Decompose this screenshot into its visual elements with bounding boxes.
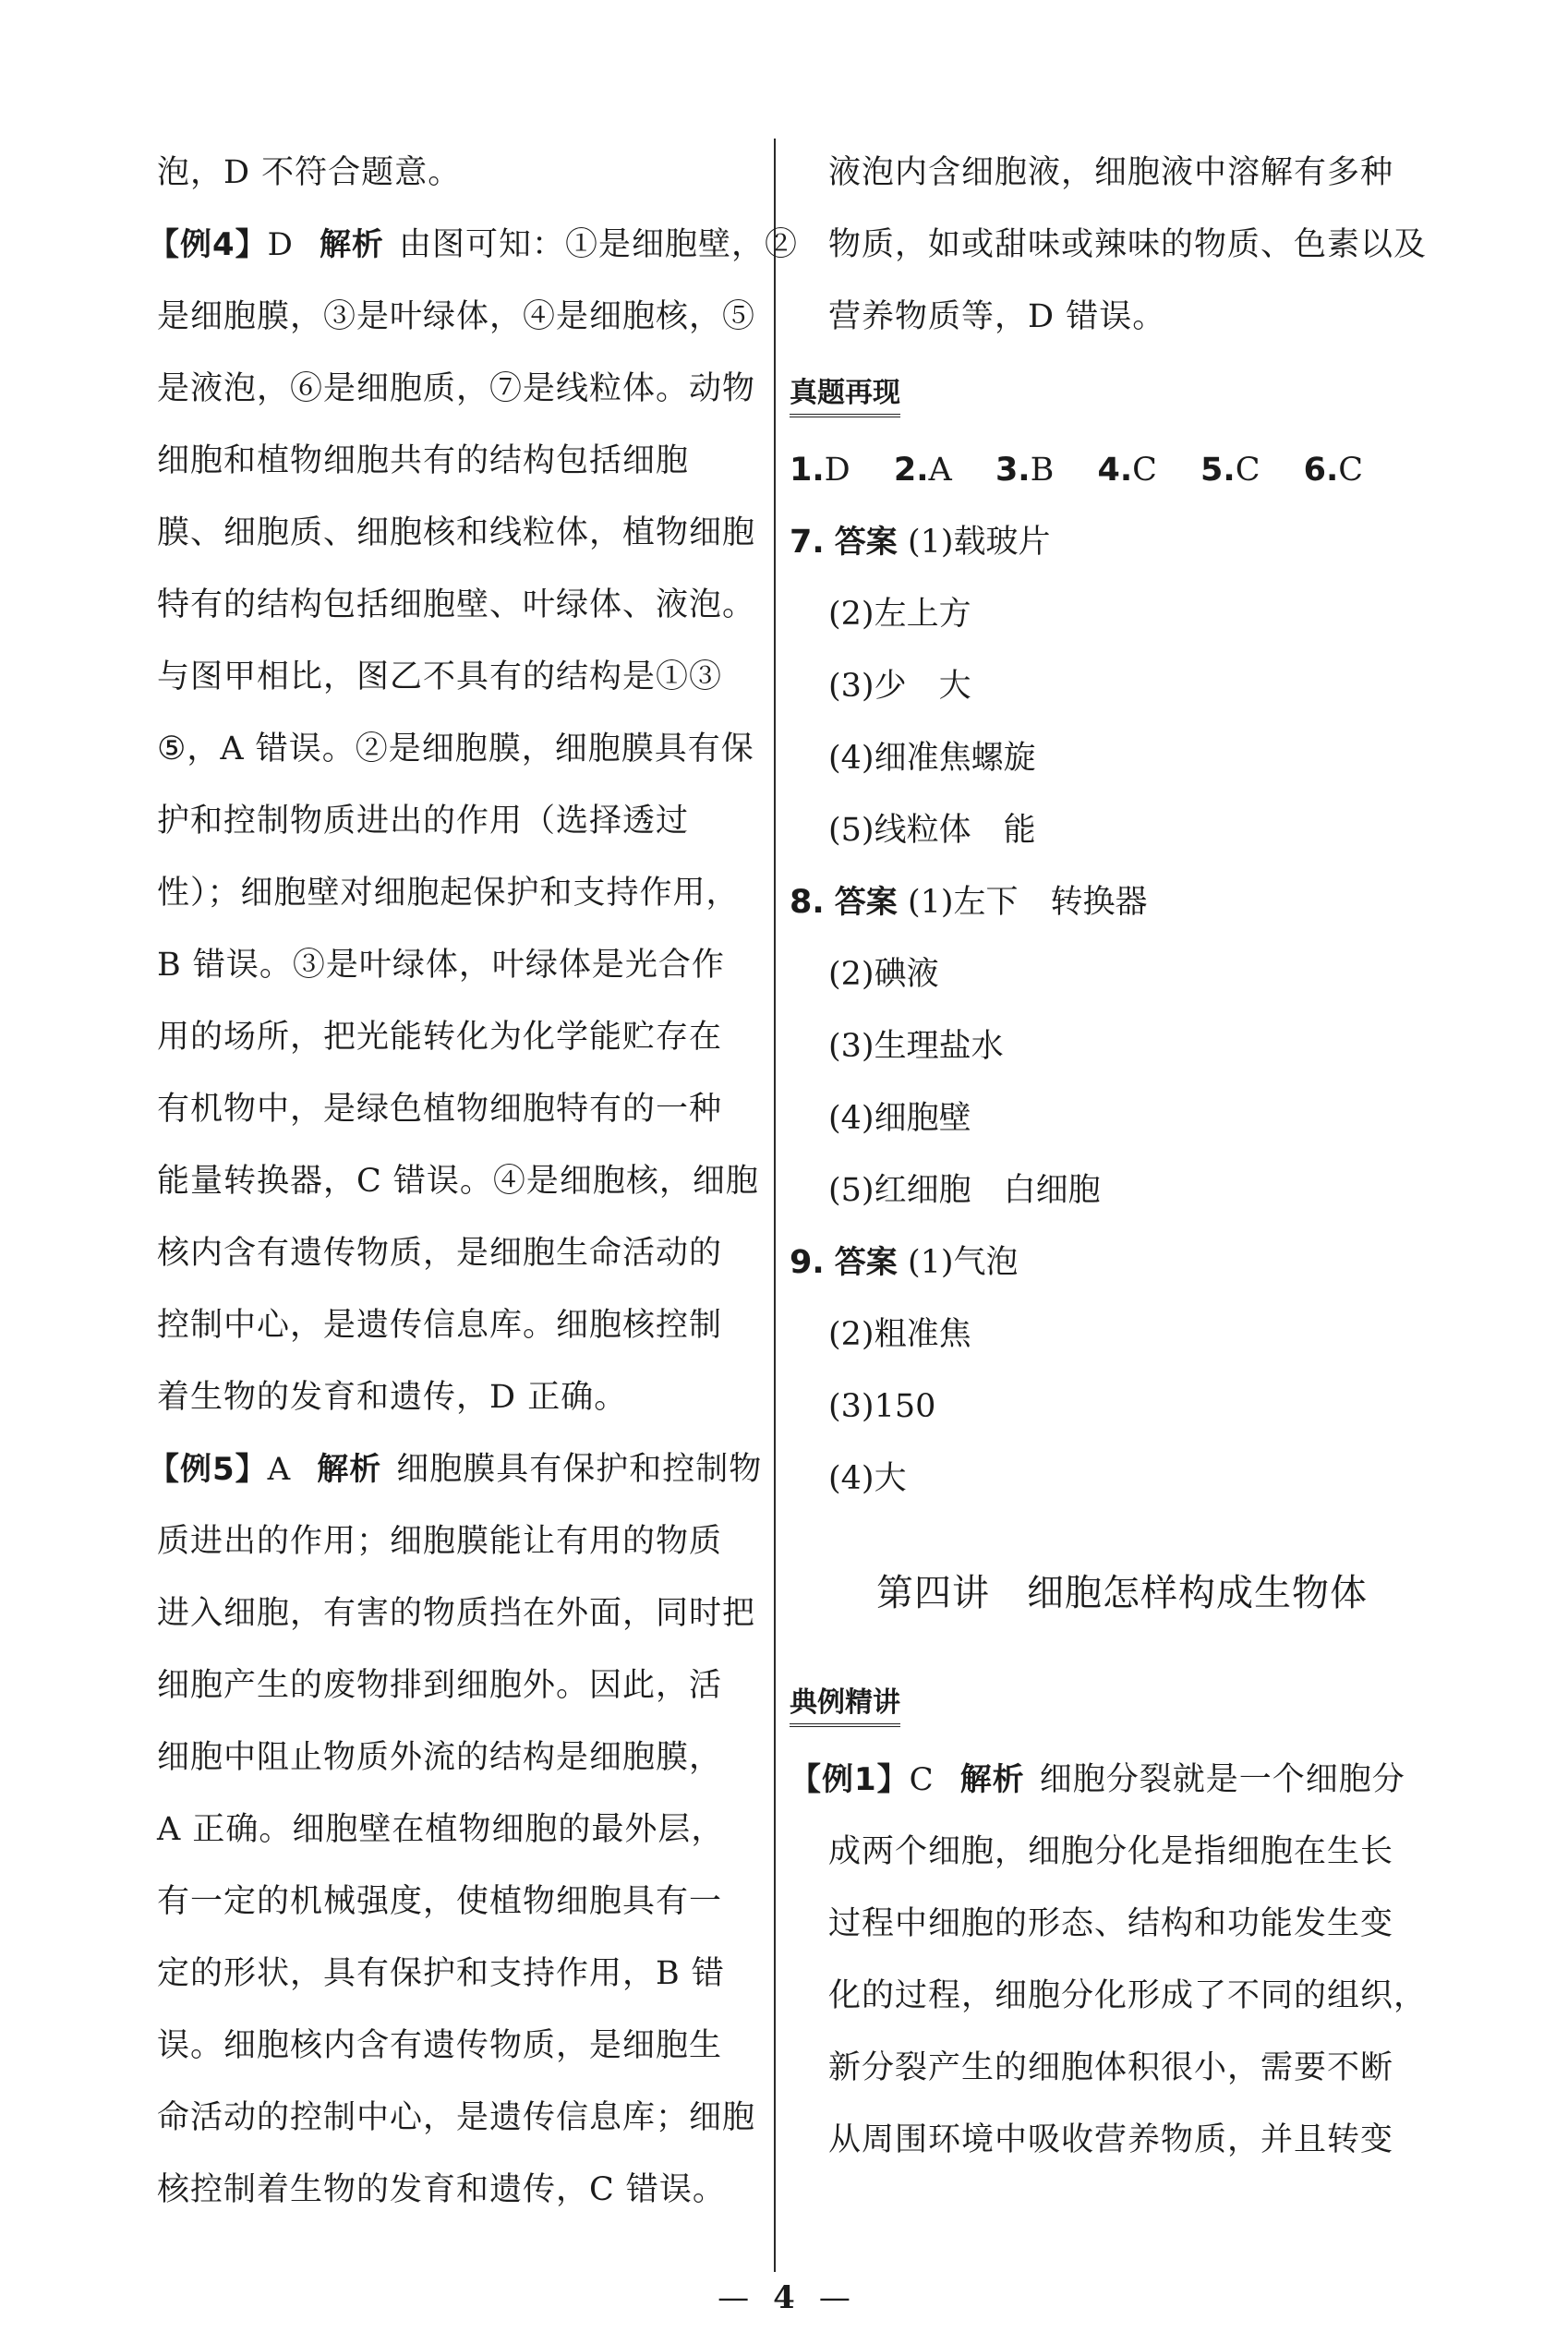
text-line: 进入细胞，有害的物质挡在外面，同时把 — [157, 1595, 756, 1632]
text-line: 细胞膜具有保护和控制物 — [396, 1451, 763, 1488]
text-line: 有机物中，是绿色植物细胞特有的一种 — [157, 1091, 723, 1128]
text-line: 成两个细胞，细胞分化是指细胞在生长 — [828, 1833, 1394, 1870]
text-line: 从周围环境中吸收营养物质，并且转变 — [828, 2121, 1394, 2158]
sub-answer: (5)线粒体 能 — [828, 812, 1036, 849]
example-tag: 【例5】 — [148, 1451, 268, 1488]
text-line: 泡，D 不符合题意。 — [157, 154, 462, 191]
sub-answer: (2)粗准焦 — [828, 1316, 971, 1353]
example-4-heading — [148, 209, 798, 281]
chapter-title: 第四讲 细胞怎样构成生物体 — [876, 1572, 1368, 1614]
text-line: B 错误。③是叶绿体，叶绿体是光合作 — [157, 947, 725, 984]
text-line: 质进出的作用；细胞膜能让有用的物质 — [157, 1523, 723, 1560]
text-line: 是液泡，⑥是细胞质，⑦是线粒体。动物 — [157, 370, 756, 407]
text-line: 误。细胞核内含有遗传物质，是细胞生 — [157, 2027, 723, 2064]
sub-answer: (5)红细胞 白细胞 — [828, 1172, 1101, 1209]
section-title-dianli: 典例精讲 — [790, 1679, 900, 1727]
example-5-heading — [148, 1433, 763, 1505]
left-column — [148, 137, 798, 2226]
analysis-label: 解析 — [959, 1761, 1025, 1798]
text-line: 化的过程，细胞分化形成了不同的组织， — [828, 1977, 1428, 2014]
text-line: 膜、细胞质、细胞核和线粒体，植物细胞 — [157, 514, 756, 551]
text-line: 细胞中阻止物质外流的结构是细胞膜， — [157, 1739, 723, 1776]
text-line: 有一定的机械强度，使植物细胞具有一 — [157, 1883, 723, 1920]
page-number: — 4 — — [718, 2279, 850, 2316]
text-line: 核控制着生物的发育和遗传，C 错误。 — [157, 2171, 726, 2208]
text-line: 过程中细胞的形态、结构和功能发生变 — [828, 1905, 1394, 1942]
text-line: 性）；细胞壁对细胞起保护和支持作用， — [157, 875, 740, 912]
question-9-answer: 9. 答案 (1)气泡 — [790, 1244, 1019, 1281]
text-line: 与图甲相比，图乙不具有的结构是①③ — [157, 658, 723, 695]
column-divider — [774, 139, 776, 2272]
choice-answers-row — [790, 434, 1454, 506]
text-line: 物质，如或甜味或辣味的物质、色素以及 — [828, 226, 1428, 263]
text-line: 新分裂产生的细胞体积很小，需要不断 — [828, 2049, 1394, 2086]
text-line: 命活动的控制中心，是遗传信息库；细胞 — [157, 2099, 756, 2136]
choice-answer: 2.A — [893, 452, 952, 489]
sub-answer: (3)少 大 — [828, 668, 971, 705]
choice-answer: 3.B — [995, 452, 1055, 489]
text-line: 液泡内含细胞液，细胞液中溶解有多种 — [828, 154, 1394, 191]
sub-answer: (4)细胞壁 — [828, 1100, 971, 1137]
text-line: 核内含有遗传物质，是细胞生命活动的 — [157, 1235, 723, 1272]
sub-answer: (3)生理盐水 — [828, 1028, 1004, 1065]
example-answer: A — [267, 1451, 292, 1488]
right-column — [790, 137, 1454, 2176]
example-answer: C — [909, 1761, 935, 1798]
example-tag: 【例4】 — [148, 226, 268, 263]
text-line: A 正确。细胞壁在植物细胞的最外层， — [157, 1811, 725, 1848]
text-line: 细胞产生的废物排到细胞外。因此，活 — [157, 1667, 723, 1704]
sub-answer: (2)碘液 — [828, 956, 939, 993]
text-line: 着生物的发育和遗传，D 正确。 — [157, 1379, 628, 1416]
text-line: 是细胞膜，③是叶绿体，④是细胞核，⑤ — [157, 298, 756, 335]
sub-answer: (4)细准焦螺旋 — [828, 740, 1036, 777]
text-line: 特有的结构包括细胞壁、叶绿体、液泡。 — [157, 586, 756, 623]
text-line: 护和控制物质进出的作用（选择透过 — [157, 803, 690, 840]
text-line: 能量转换器，C 错误。④是细胞核，细胞 — [157, 1163, 759, 1200]
text-line: 细胞分裂就是一个细胞分 — [1039, 1761, 1405, 1798]
text-line: 定的形状，具有保护和支持作用，B 错 — [157, 1955, 725, 1992]
section-title-zhenti: 真题再现 — [790, 369, 900, 417]
text-line: 用的场所，把光能转化为化学能贮存在 — [157, 1019, 723, 1056]
example-tag: 【例1】 — [790, 1761, 910, 1798]
example-answer: D — [267, 226, 294, 263]
sub-answer: (4)大 — [828, 1460, 907, 1497]
sub-answer: (2)左上方 — [828, 596, 971, 633]
analysis-label: 解析 — [317, 1451, 382, 1488]
example-1-heading — [790, 1744, 1454, 1816]
question-7-answer: 7. 答案 (1)载玻片 — [790, 524, 1051, 561]
question-8-answer: 8. 答案 (1)左下 转换器 — [790, 884, 1148, 921]
analysis-label: 解析 — [319, 226, 384, 263]
choice-answer: 5.C — [1200, 452, 1260, 489]
sub-answer: (3)150 — [828, 1388, 936, 1425]
text-line: 由图可知：①是细胞壁，② — [398, 226, 798, 263]
text-line: 细胞和植物细胞共有的结构包括细胞 — [157, 442, 690, 479]
choice-answer: 1.D — [790, 452, 850, 489]
text-line: 控制中心，是遗传信息库。细胞核控制 — [157, 1307, 723, 1344]
choice-answer: 4.C — [1097, 452, 1157, 489]
choice-answer: 6.C — [1303, 452, 1364, 489]
text-line: ⑤，A 错误。②是细胞膜，细胞膜具有保 — [157, 731, 754, 767]
text-line: 营养物质等，D 错误。 — [828, 298, 1166, 335]
